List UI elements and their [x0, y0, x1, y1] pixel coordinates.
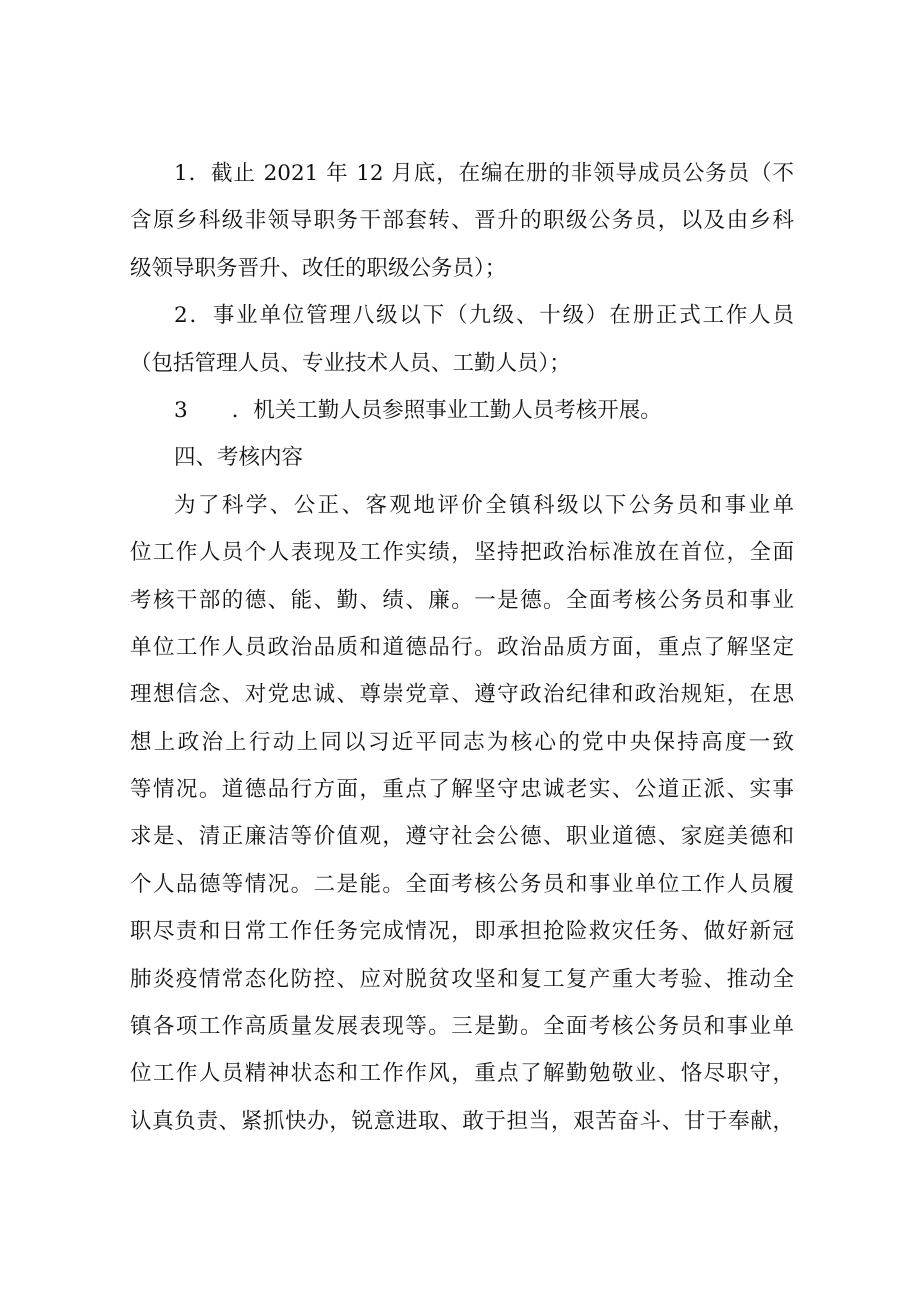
text-line: 位工作人员精神状态和工作作风，重点了解勤勉敬业、恪尽职守， — [130, 1061, 794, 1087]
item-number: 3 — [174, 397, 188, 423]
text-line: 为了科学、公正、客观地评价全镇科级以下公务员和事业单 — [174, 492, 794, 518]
section-heading — [130, 440, 794, 487]
text-line: 认真负责、紧抓快办，锐意进取、敢于担当，艰苦奋斗、甘于奉献， — [130, 1108, 794, 1134]
item-text: ．机关工勤人员参照事业工勤人员考核开展。 — [231, 397, 662, 423]
document-body — [130, 156, 794, 1151]
text-line: 肺炎疫情常态化防控、应对脱贫攻坚和复工复产重大考验、推动全 — [130, 966, 794, 992]
text-line: 个人品德等情况。二是能。全面考核公务员和事业单位工作人员履 — [130, 871, 794, 897]
text-line — [130, 393, 794, 440]
text-line: 求是、清正廉洁等价值观，遵守社会公德、职业道德、家庭美德和 — [130, 824, 794, 850]
text-line: 想上政治上行动上同以习近平同志为核心的党中央保持高度一致 — [130, 729, 794, 755]
text-line: 镇各项工作高质量发展表现等。三是勤。全面考核公务员和事业单 — [130, 1014, 794, 1040]
text-line: 等情况。道德品行方面，重点了解坚守忠诚老实、公道正派、实事 — [130, 777, 794, 803]
text-line: 级领导职务晋升、改任的职级公务员）； — [130, 255, 507, 281]
text-line: 含原乡科级非领导职务干部套转、晋升的职级公务员，以及由乡科 — [130, 208, 794, 234]
text-line: 1．截止 2021 年 12 月底，在编在册的非领导成员公务员（不 — [174, 161, 794, 186]
text-line: 理想信念、对党忠诚、尊崇党章、遵守政治纪律和政治规矩，在思 — [130, 682, 794, 708]
text-line: 职尽责和日常工作任务完成情况，即承担抢险救灾任务、做好新冠 — [130, 919, 794, 945]
paragraph-item-1 — [130, 156, 794, 298]
paragraph-item-2 — [130, 298, 794, 393]
text-line: 位工作人员个人表现及工作实绩，坚持把政治标准放在首位，全面 — [130, 540, 794, 566]
heading-text: 四、考核内容 — [174, 445, 304, 471]
text-line: 2．事业单位管理八级以下（九级、十级）在册正式工作人员 — [174, 303, 794, 329]
paragraph-body — [130, 488, 794, 1151]
text-line: （包括管理人员、专业技术人员、工勤人员）； — [130, 350, 571, 376]
text-line: 考核干部的德、能、勤、绩、廉。一是德。全面考核公务员和事业 — [130, 587, 794, 613]
paragraph-item-3 — [130, 393, 794, 440]
text-line: 单位工作人员政治品质和道德品行。政治品质方面，重点了解坚定 — [130, 634, 794, 660]
